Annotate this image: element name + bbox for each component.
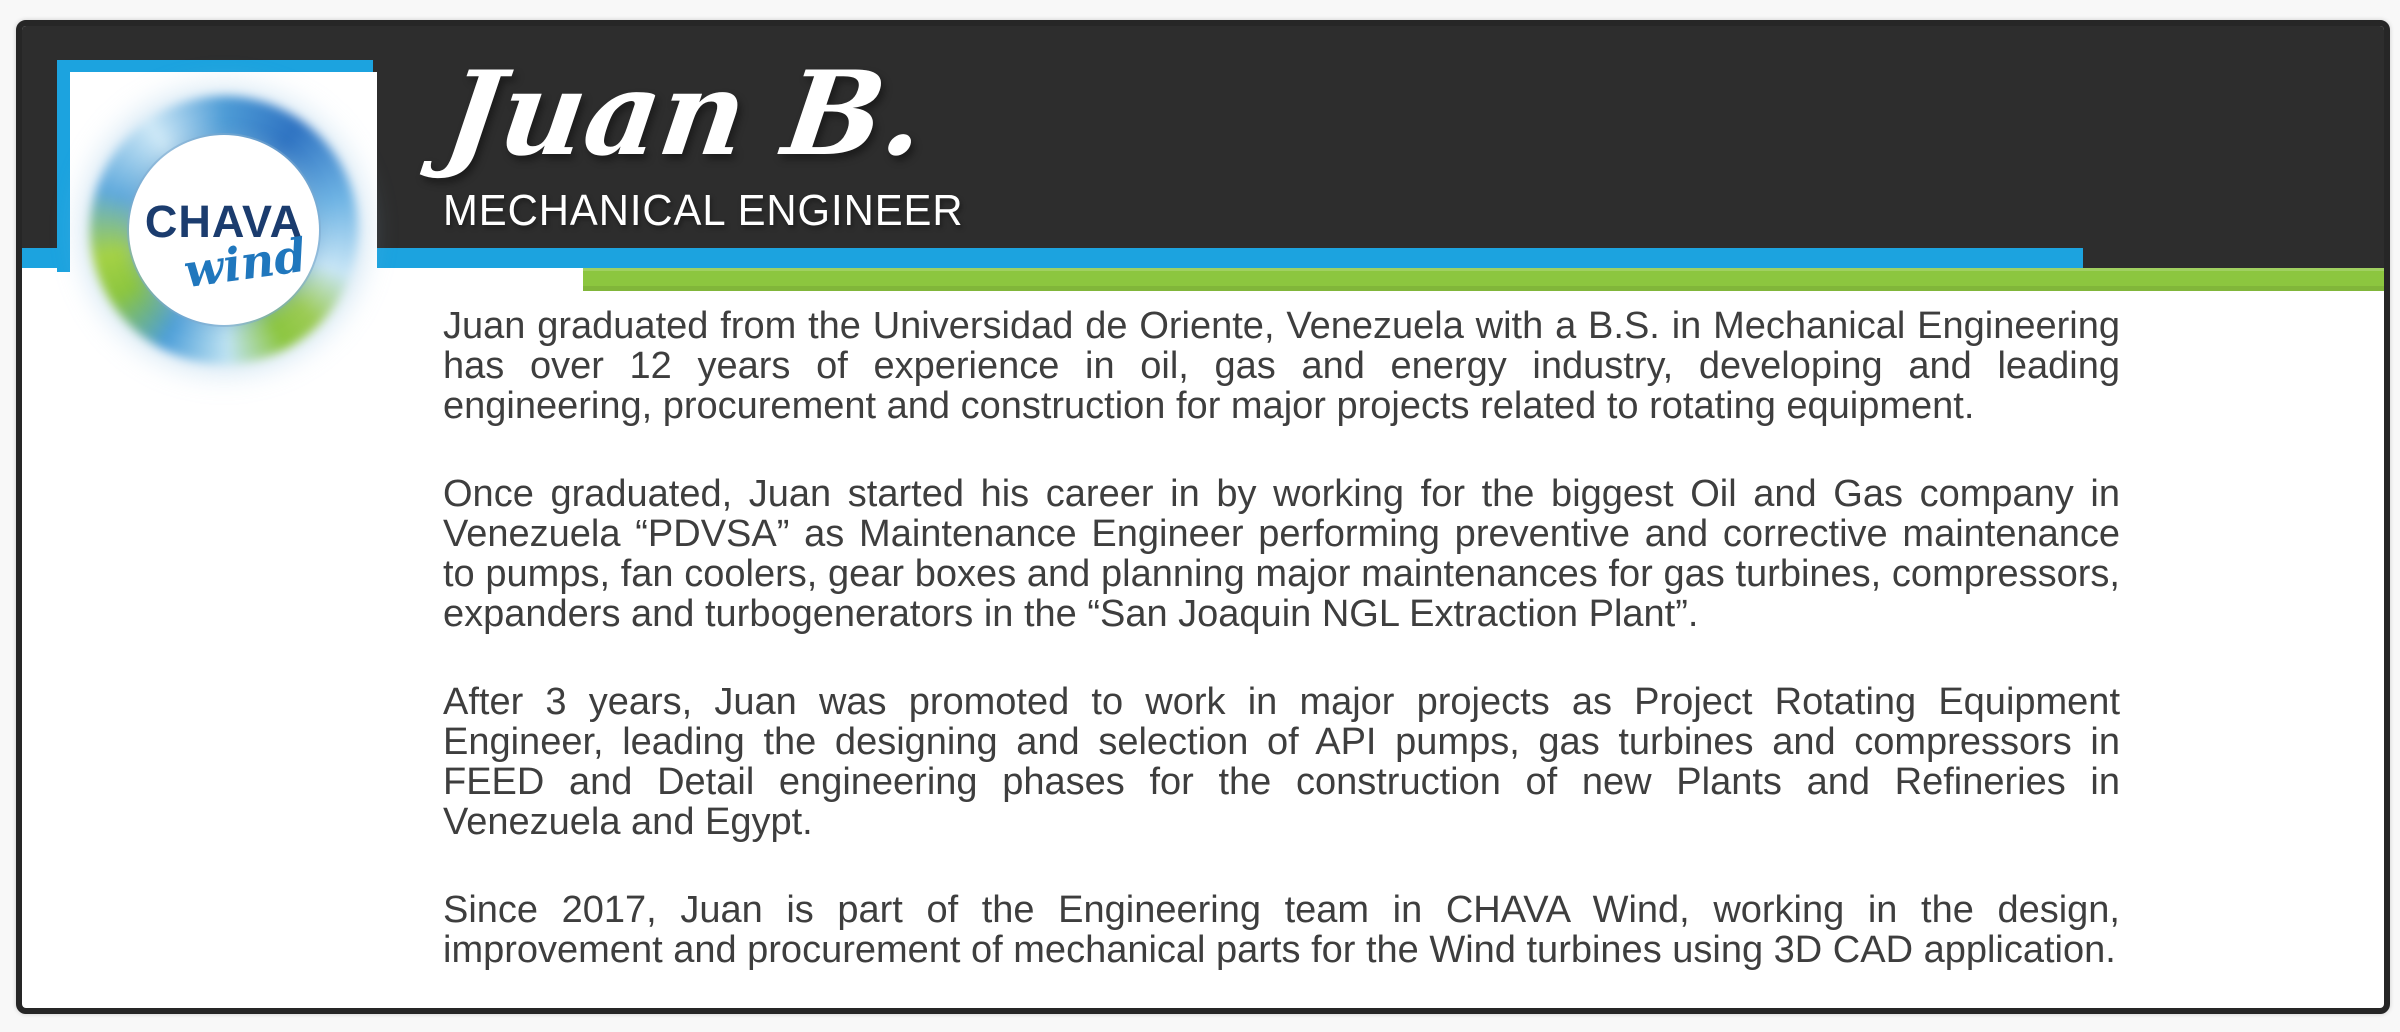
logo-sub-text: wind bbox=[180, 227, 310, 299]
bio-paragraph: Since 2017, Juan is part of the Engineering team in CHAVA Wind, working in the design, improvement and procurement of mechanical parts for the Wind turbines using 3D CAD application. bbox=[443, 889, 2120, 971]
chava-wind-logo bbox=[90, 96, 358, 364]
accent-bar-green bbox=[583, 268, 2384, 291]
bio-paragraph: Once graduated, Juan started his career in by working for the biggest Oil and Gas company in Venezuela “PDVSA” as Maintenance Engineer performing preventive and corrective maintenance to pumps, fan coolers, gear boxes and planning major maintenances for gas turbines, compressors, expanders and turbogenerators in the “San Joaquin NGL Extraction Plant”. bbox=[443, 473, 2120, 635]
person-name: Juan B. bbox=[437, 46, 934, 182]
bio-paragraph: After 3 years, Juan was promoted to work in major projects as Project Rotating Equipment Engineer, leading the designing and selection of API pumps, gas turbines and compressors in FEED and Detail engineering phases for the construction of new Plants and Refineries in Venezuela and Egypt. bbox=[443, 681, 2120, 843]
person-role: MECHANICAL ENGINEER bbox=[443, 186, 964, 235]
bio-paragraph: Juan graduated from the Universidad de Oriente, Venezuela with a B.S. in Mechanical Engineering has over 12 years of experience in oil, gas and energy industry, developing and leading engineering, procurement and construction for major projects related to rotating equipment. bbox=[443, 305, 2120, 427]
bio-text bbox=[443, 306, 2120, 970]
logo-brand-text: CHAVA bbox=[144, 196, 304, 247]
profile-card bbox=[16, 20, 2390, 1014]
logo-frame-left bbox=[57, 60, 70, 272]
